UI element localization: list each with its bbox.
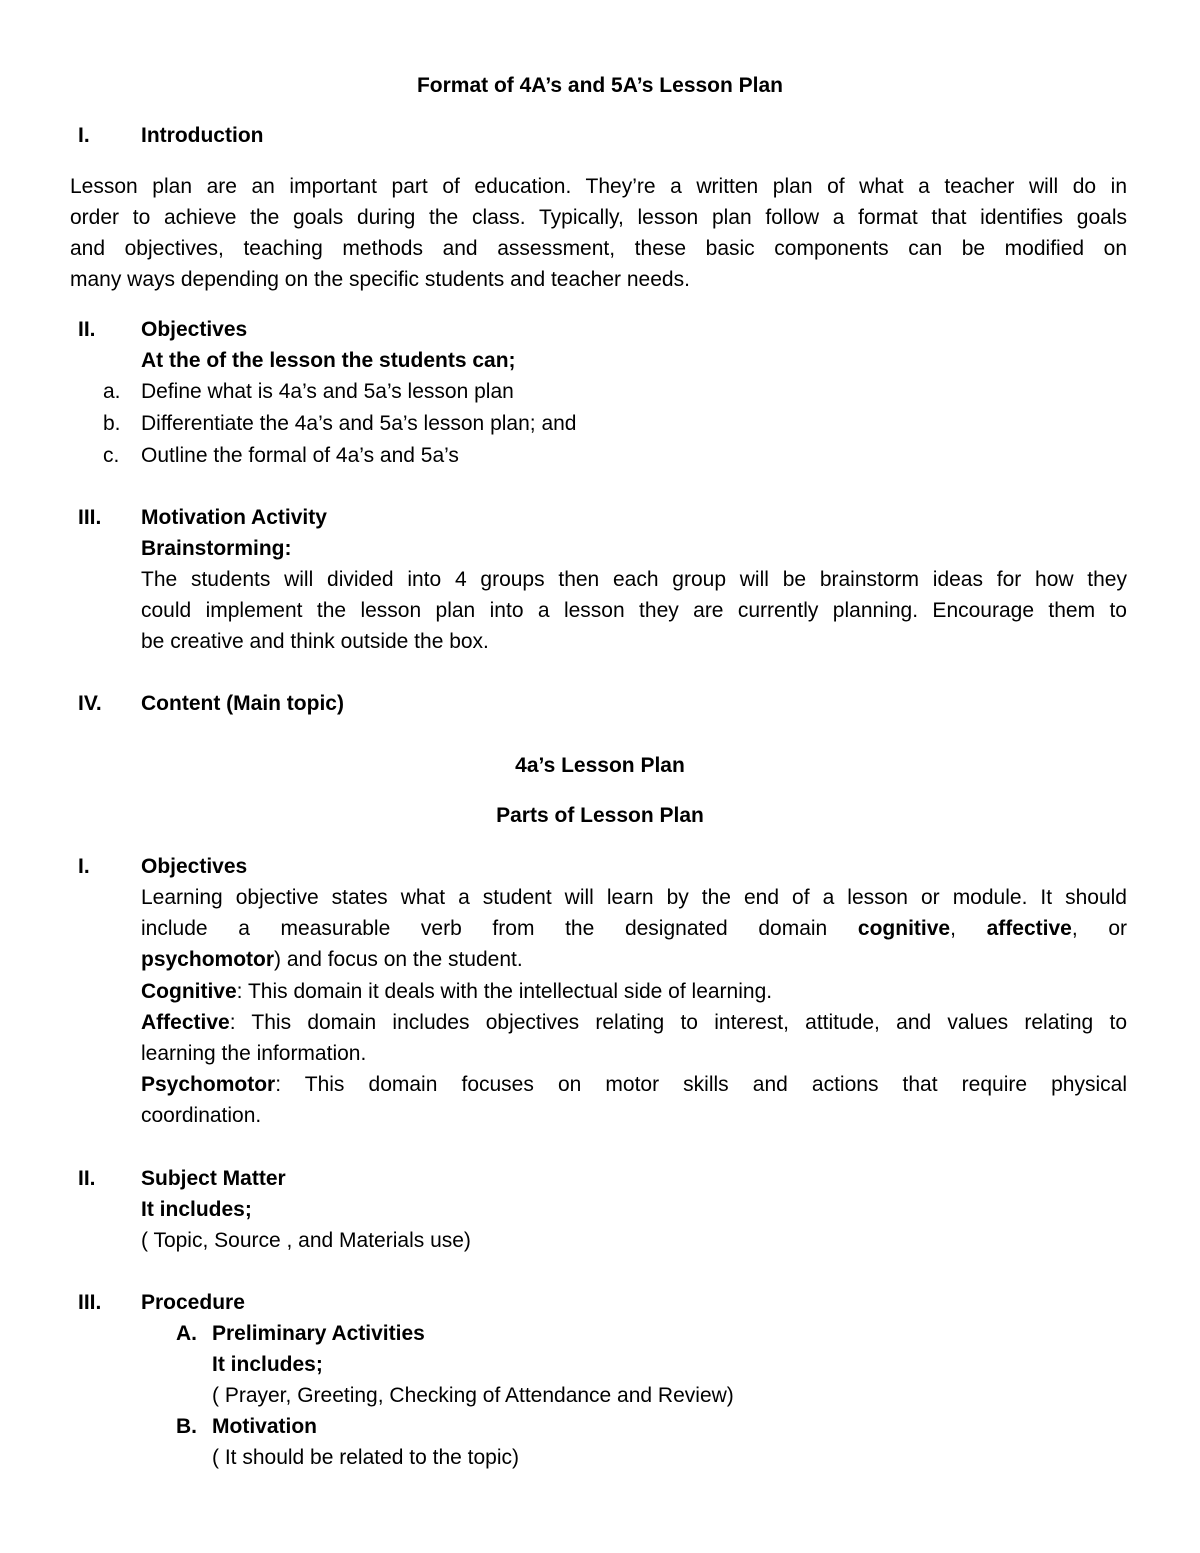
term-psychomotor: psychomotor [141, 948, 275, 971]
motivation-subheading: Brainstorming: [141, 537, 292, 560]
parts-objectives-line [141, 944, 523, 975]
procedure-a-subheading: It includes; [212, 1353, 323, 1376]
procedure-b-heading: Motivation [212, 1415, 317, 1438]
motivation-paragraph-line: The students will divided into 4 groups then each group will be brainstorm ideas for how they [141, 568, 1127, 591]
document-title: Format of 4A’s and 5A’s Lesson Plan [416, 74, 784, 97]
section-heading-objectives: Objectives [141, 318, 248, 341]
section-heading-content: Content (Main topic) [141, 692, 344, 715]
affective-text: : This domain includes objectives relating to interest, attitude, and values relating to [229, 1011, 1127, 1034]
list-letter: B. [176, 1415, 197, 1438]
cognitive-label: Cognitive [141, 980, 237, 1003]
intro-paragraph-line: Lesson plan are an important part of education. They’re a written plan of what a teacher will do in [70, 175, 1127, 198]
cognitive-definition [141, 976, 772, 1007]
subject-matter-text: ( Topic, Source , and Materials use) [141, 1229, 471, 1252]
intro-paragraph-line: many ways depending on the specific students and teacher needs. [70, 268, 690, 291]
subject-matter-subheading: It includes; [141, 1198, 252, 1221]
punctuation: , or [1071, 917, 1127, 940]
section-heading-subject-matter: Subject Matter [141, 1167, 286, 1190]
psychomotor-definition [141, 1069, 1127, 1100]
procedure-b-text: ( It should be related to the topic) [212, 1446, 520, 1469]
motivation-paragraph-line: could implement the lesson plan into a lesson they are currently planning. Encourage them to [141, 599, 1127, 622]
intro-paragraph-line: order to achieve the goals during the class. Typically, lesson plan follow a format that identifies goals [70, 206, 1127, 229]
parts-objectives-line: Learning objective states what a student will learn by the end of a lesson or module. It should [141, 886, 1127, 909]
objective-item: Outline the formal of 4a’s and 5a’s [141, 444, 459, 467]
objective-item: Define what is 4a’s and 5a’s lesson plan [141, 380, 514, 403]
affective-definition-cont: learning the information. [141, 1042, 367, 1065]
section-heading-motivation: Motivation Activity [141, 506, 327, 529]
psychomotor-label: Psychomotor [141, 1073, 276, 1096]
term-affective: affective [986, 917, 1072, 940]
psychomotor-text: : This domain focuses on motor skills and actions that require physical [275, 1073, 1127, 1096]
section-numeral: II. [78, 1167, 96, 1190]
procedure-a-heading: Preliminary Activities [212, 1322, 425, 1345]
section-numeral: IV. [78, 692, 102, 715]
section-numeral: III. [78, 1291, 102, 1314]
section-numeral: III. [78, 506, 102, 529]
list-letter: c. [103, 444, 120, 467]
punctuation: , [950, 917, 956, 940]
list-letter: a. [103, 380, 121, 403]
domain-text: include a measurable verb from the designated domain [141, 917, 828, 940]
plan-title: 4a’s Lesson Plan [515, 754, 685, 777]
parts-objectives-line [141, 913, 1127, 944]
list-letter: b. [103, 412, 121, 435]
term-cognitive: cognitive [857, 917, 951, 940]
section-heading-procedure: Procedure [141, 1291, 245, 1314]
section-numeral: II. [78, 318, 96, 341]
motivation-paragraph-line: be creative and think outside the box. [141, 630, 489, 653]
affective-label: Affective [141, 1011, 230, 1034]
list-letter: A. [176, 1322, 197, 1345]
affective-definition [141, 1007, 1127, 1038]
section-numeral: I. [78, 124, 90, 147]
parts-title: Parts of Lesson Plan [496, 804, 704, 827]
psychomotor-definition-cont: coordination. [141, 1104, 262, 1127]
parts-heading-objectives: Objectives [141, 855, 248, 878]
objective-item: Differentiate the 4a’s and 5a’s lesson plan; and [141, 412, 577, 435]
objectives-subheading: At the of the lesson the students can; [141, 349, 516, 372]
section-numeral: I. [78, 855, 90, 878]
section-heading-introduction: Introduction [141, 124, 264, 147]
intro-paragraph-line: and objectives, teaching methods and assessment, these basic components can be modified on [70, 237, 1127, 260]
procedure-a-text: ( Prayer, Greeting, Checking of Attendance and Review) [212, 1384, 734, 1407]
cognitive-text: : This domain it deals with the intellectual side of learning. [236, 980, 773, 1003]
focus-text: ) and focus on the student. [274, 948, 523, 971]
